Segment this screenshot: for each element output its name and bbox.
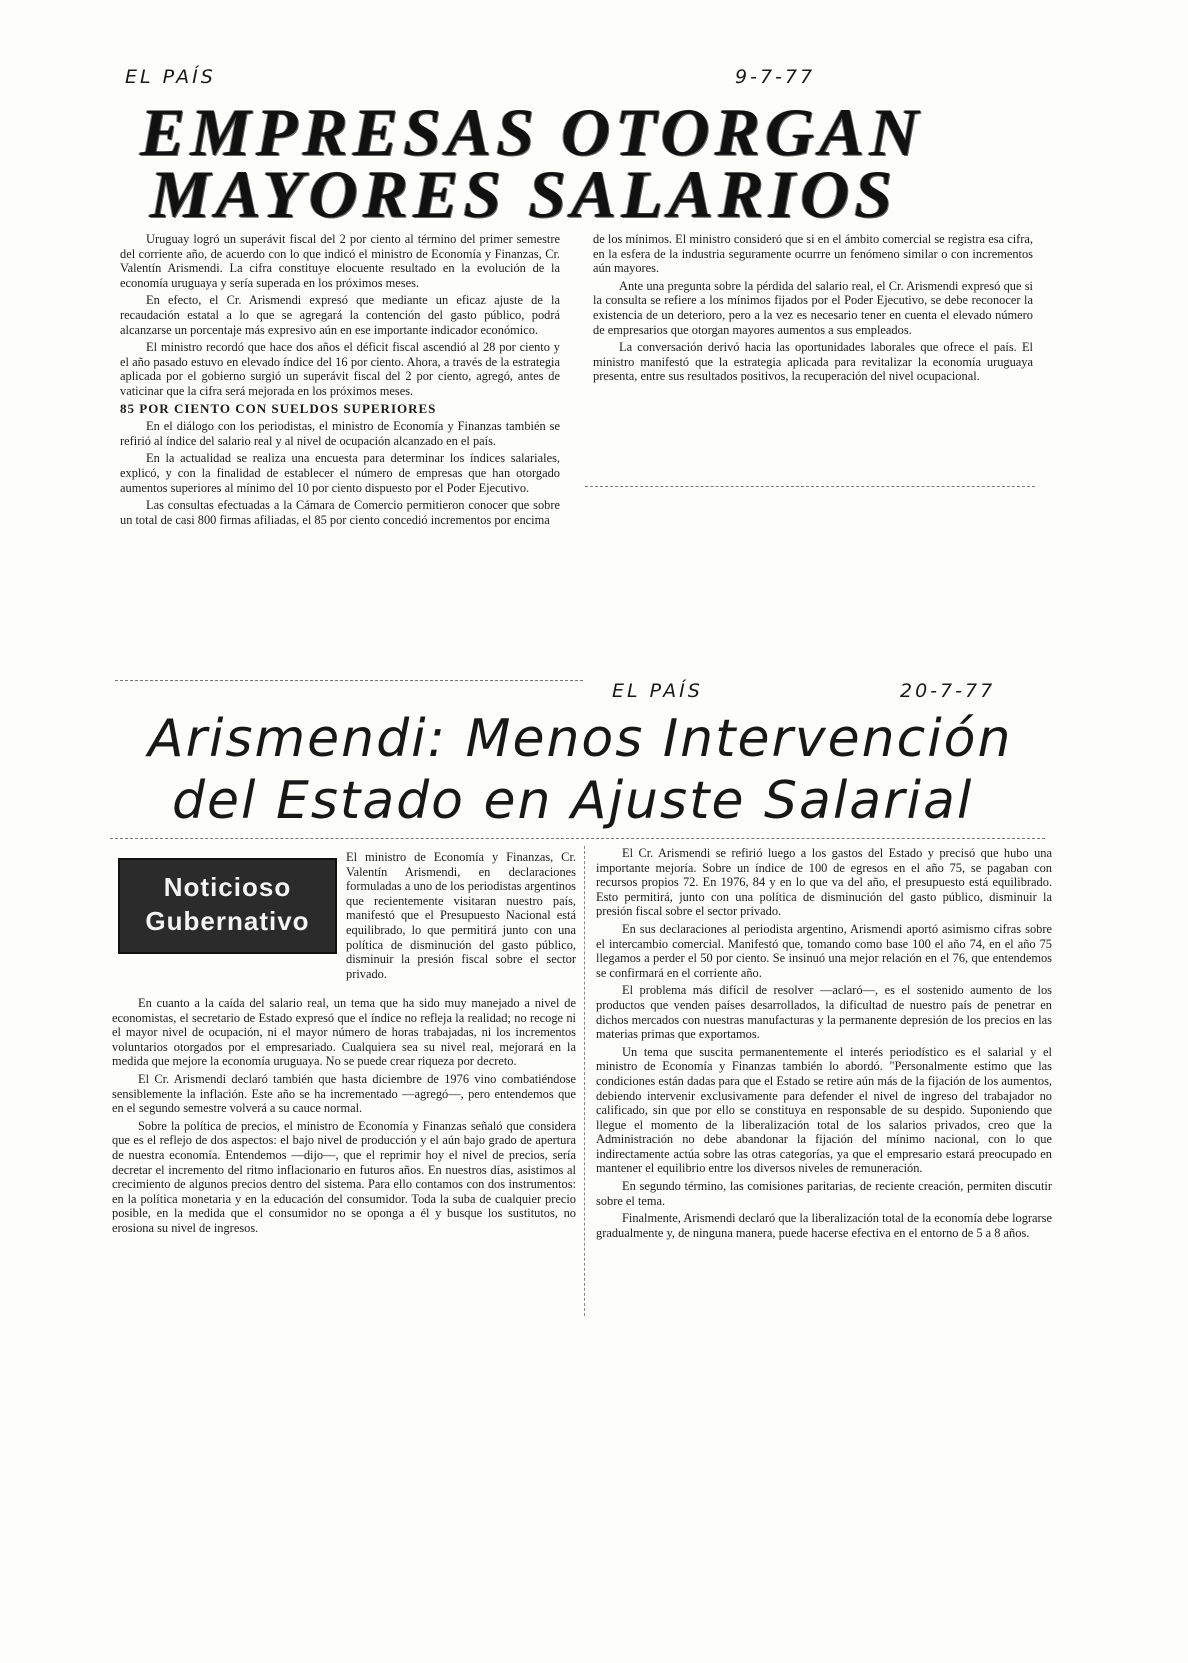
clip1-headline-line1: EMPRESAS OTORGAN (140, 94, 924, 170)
clip2-lead-paragraph (346, 850, 576, 984)
clip1-source: EL PAÍS (125, 66, 216, 88)
paragraph: El ministro recordó que hace dos años el déficit fiscal ascendió al 28 por ciento y el año pasado estuvo en elevado índice del 16 por ciento. Ahora, a través de la estrategia aplicada por el gobierno surgió un superávit fiscal del 2 por ciento, agregó, antes de vaticinar que la cifra será mejorada en los próximos meses. (120, 340, 560, 398)
clip1-headline-line2: MAYORES SALARIOS (150, 156, 898, 232)
paragraph: La conversación derivó hacia las oportunidades laborales que ofrece el país. El ministro manifestó que la estrategia aplicada para revitalizar la economía uruguaya presenta, entre sus resultados positivos, la recuperación del nivel ocupacional. (593, 340, 1033, 384)
paragraph: En el diálogo con los periodistas, el ministro de Economía y Finanzas también se refirió al índice del salario real y al nivel de ocupación alcanzado en el país. (120, 419, 560, 448)
clip1-bottom-rule (115, 680, 583, 681)
paragraph: El ministro de Economía y Finanzas, Cr. Valentín Arismendi, en declaraciones formuladas a uno de los periodistas argentinos que recientemente visitaran nuestro país, manifestó que el Presupuesto Nacional está equilibrado, lo que permitirá junto con una política de disminución del gasto público, disminuir la presión fiscal sobre el sector privado. (346, 850, 576, 981)
paragraph: Un tema que suscita permanentemente el interés periodístico es el salarial y el ministro de Economía y Finanzas también lo abordó. "Personalmente estimo que las condiciones están dadas para que el Estado se retire aún más de la fijación de los aumentos, debiendo intervenir exclusivamente para defender el nivel de ingreso del trabajador no calificado, sin que por ello se constituya en responsable de su despido. Suponiendo que llegue el momento de la liberalización total de los salarios privados, creo que la Administración no debe abandonar la fijación del mínimo nacional, con lo que indirectamente actúa sobre las otras categorías, ya que el empresario estará preocupado en mantener el equilibrio entre los diversos niveles de remuneración. (596, 1044, 1052, 1176)
paragraph: En segundo término, las comisiones paritarias, de reciente creación, permiten discutir sobre el tema. (596, 1179, 1052, 1208)
section-subhead: 85 POR CIENTO CON SUELDOS SUPERIORES (120, 400, 437, 416)
paragraph: En efecto, el Cr. Arismendi expresó que mediante un eficaz ajuste de la recaudación estatal a lo que se agregará la contención del gasto público, podrá alcanzarse un porcentaje más expresivo aún en ese importante indicador económico. (120, 293, 560, 337)
clip1-column-2 (593, 232, 1033, 387)
paragraph: En cuanto a la caída del salario real, un tema que ha sido muy manejado a nivel de economistas, el secretario de Estado expresó que el índice no refleja la realidad; no recoge ni el mayor nivel de ocupación, ni el mayor número de horas trabajadas, ni los incrementos voluntarios otorgados por el empresariado. Cualquiera sea su nivel real, mejorará en la medida que mejore la economía uruguaya. No se puede crear riqueza por decreto. (112, 996, 576, 1069)
paragraph: Finalmente, Arismendi declaró que la liberalización total de la economía debe lograrse gradualmente y, de ninguna manera, puede hacerse efectiva en el entorno de 5 a 8 años. (596, 1211, 1052, 1240)
section-badge (118, 858, 337, 954)
clip1-column-1 (120, 232, 560, 530)
badge-line-1: Noticioso (163, 872, 292, 902)
clip2-source: EL PAÍS (612, 680, 703, 702)
paragraph: de los mínimos. El ministro consideró que si en el ámbito comercial se registra esa cifra, en la esfera de la industria seguramente ocurrre un fenómeno similar o con incrementos aún mayores. (593, 232, 1033, 276)
clip1-column-2-bottom-rule (585, 486, 1035, 487)
paragraph: En la actualidad se realiza una encuesta para determinar los índices salariales, explicó, y con la finalidad de establecer el número de empresas que han otorgado aumentos superiores al mínimo del 10 por ciento dispuesto por el Poder Ejecutivo. (120, 451, 560, 495)
paragraph: En sus declaraciones al periodista argentino, Arismendi aportó asimismo cifras sobre el intercambio comercial. Manifestó que, tomando como base 100 el año 74, en el año 75 llegamos a perder el 50 por ciento. Se insinuó una mejor relación en el 76, que entendemos se confirmará en el corriente año. (596, 921, 1052, 980)
paragraph: El problema más difícil de resolver —aclaró—, es el sostenido aumento de los productos que venden países desarrollados, la dificultad de nuestro país de penetrar en dichos mercados con nuestras manufacturas y la permanente depresión de los precios en las materias primas que exportamos. (596, 983, 1052, 1042)
paragraph: Ante una pregunta sobre la pérdida del salario real, el Cr. Arismendi expresó que si la consulta se refiere a los mínimos fijados por el Poder Ejecutivo, se debe reconocer la existencia de un deterioro, pero a la vez es necesario tener en cuenta el elevado número de empresarios que otorgan mayores aumentos a sus empleados. (593, 278, 1033, 337)
clip2-headline-line1: Arismendi: Menos Intervención (148, 709, 1013, 769)
paragraph: Uruguay logró un superávit fiscal del 2 por ciento al término del primer semestre del corriente año, de acuerdo con lo que indicó el ministro de Economía y Finanzas, Cr. Valentín Arismendi. La cifra constituye elocuente resultado en la evolución de la economía uruguaya y sería superada en los próximos meses. (120, 232, 560, 290)
badge-line-2: Gubernativo (145, 906, 310, 936)
clip2-column-divider (584, 846, 585, 1316)
clip2-headline-rule (110, 838, 1045, 839)
paragraph: Las consultas efectuadas a la Cámara de Comercio permitieron conocer que sobre un total de casi 800 firmas afiliadas, el 85 por ciento concedió incrementos por encima (120, 498, 560, 527)
paragraph: El Cr. Arismendi declaró también que hasta diciembre de 1976 vino combatiéndose sensiblemente la inflación. Este año se ha incrementado —agregó—, pero entendemos que en el segundo semestre volverá a su cauce normal. (112, 1071, 576, 1116)
clip2-headline-line2: del Estado en Ajuste Salarial (172, 771, 974, 831)
clip2-column-2 (596, 846, 1052, 1243)
clip1-date: 9-7-77 (735, 66, 816, 88)
clip2-column-1 (112, 996, 576, 1239)
paragraph: El Cr. Arismendi se refirió luego a los gastos del Estado y precisó que hubo una importante mejoría. Sobre un índice de 100 de egresos en el año 75, se pagaban con recursos propios 72. En 1976, 84 y en lo que va del año, el presupuesto está equilibrado. Esto permitirá, junto con una política de disminución del gasto público, disminuir la presión fiscal sobre el sector privado. (596, 846, 1052, 919)
clip2-date: 20-7-77 (900, 680, 996, 702)
paragraph: Sobre la política de precios, el ministro de Economía y Finanzas señaló que considera que es el reflejo de dos aspectos: el bajo nivel de producción y el aún bajo grado de apertura de nuestra economía. Entendemos —dijo—, que el reprimir hoy el nivel de precios, sería decretar el incremento del ritmo inflacionario en futuros años. En nuestros días, asistimos al crecimiento de algunos precios dentro del sistema. Para ello contamos con dos instrumentos: en la política monetaria y en la educación del consumidor. Toda la suba de cualquier precio posible, en la medida que el consumidor no se oponga a él y busque los sustitutos, no erosiona su nivel de ingresos. (112, 1118, 576, 1235)
